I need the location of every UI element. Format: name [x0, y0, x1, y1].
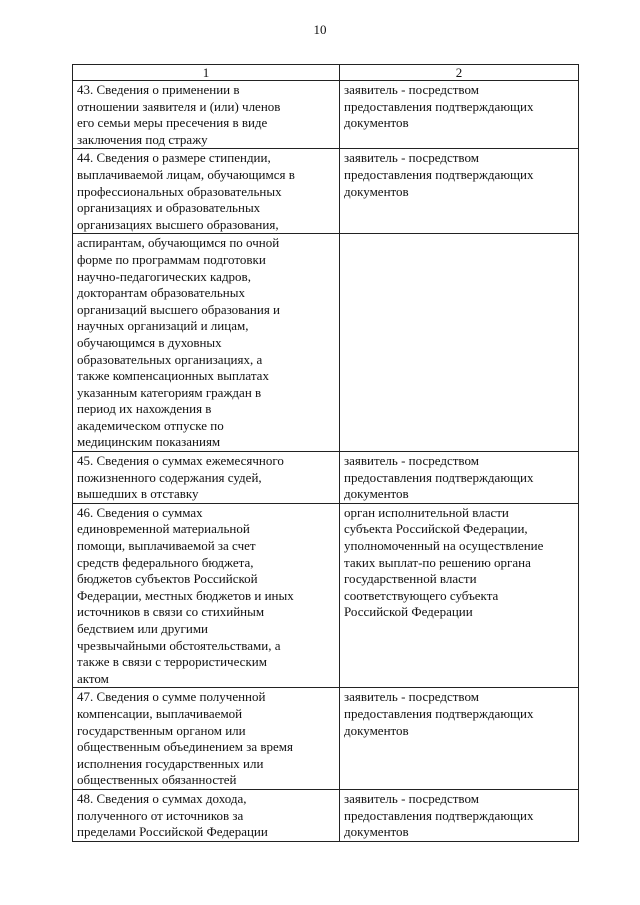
row-47-info: 47. Сведения о сумме полученной компенсации, выплачиваемой государственным органом или общественным объединением за время исполнения государственных или общественных обязанностей — [73, 688, 340, 790]
page-number: 10 — [313, 22, 327, 37]
row-45-info: 45. Сведения о суммах ежемесячного пожизненного содержания судей, вышедших в отставку — [73, 452, 340, 504]
row-43-source: заявитель - посредством предоставления подтверждающих документов — [340, 81, 579, 149]
row-46-source: орган исполнительной власти субъекта Российской Федерации, уполномоченный на осуществление таких выплат-по решению органа государственной власти соответствующего субъекта Российской Федерации — [340, 503, 579, 688]
row-44-info-continued: аспирантам, обучающимся по очной форме по программам подготовки научно-педагогических кадров, докторантам образовательных организаций высшего образования и научных организаций и лицам, обучающимся в духовных образовательных организациях, а также компенсационных выплатах указанным категориям граждан в период их нахождения в академическом отпуске по медицинским показаниям — [73, 234, 340, 452]
row-44-source: заявитель - посредством предоставления подтверждающих документов — [340, 149, 579, 234]
row-47-source: заявитель - посредством предоставления подтверждающих документов — [340, 688, 579, 790]
table-row — [73, 149, 579, 234]
row-46-info: 46. Сведения о суммах единовременной материальной помощи, выплачиваемой за счет средств федерального бюджета, бюджетов субъектов Российской Федерации, местных бюджетов и иных источников в связи со стихийным бедствием или другими чрезвычайными обстоятельствами, а также в связи с террористическим актом — [73, 503, 340, 688]
table-header-row — [73, 65, 579, 81]
row-43-info: 43. Сведения о применении в отношении заявителя и (или) членов его семьи меры пресечения в виде заключения под стражу — [73, 81, 340, 149]
row-44-source-continued — [340, 234, 579, 452]
table-row — [73, 452, 579, 504]
row-48-source: заявитель - посредством предоставления подтверждающих документов — [340, 789, 579, 841]
column-header-2: 2 — [340, 65, 579, 81]
row-44-info: 44. Сведения о размере стипендии, выплачиваемой лицам, обучающимся в профессиональных образовательных организациях и образовательных организациях высшего образования, — [73, 149, 340, 234]
row-45-source: заявитель - посредством предоставления подтверждающих документов — [340, 452, 579, 504]
table-row — [73, 81, 579, 149]
document-table — [72, 64, 579, 842]
table-row — [73, 789, 579, 841]
column-header-1: 1 — [73, 65, 340, 81]
row-48-info: 48. Сведения о суммах дохода, полученного от источников за пределами Российской Федерации — [73, 789, 340, 841]
table-row — [73, 688, 579, 790]
table-row — [73, 503, 579, 688]
table-row — [73, 234, 579, 452]
